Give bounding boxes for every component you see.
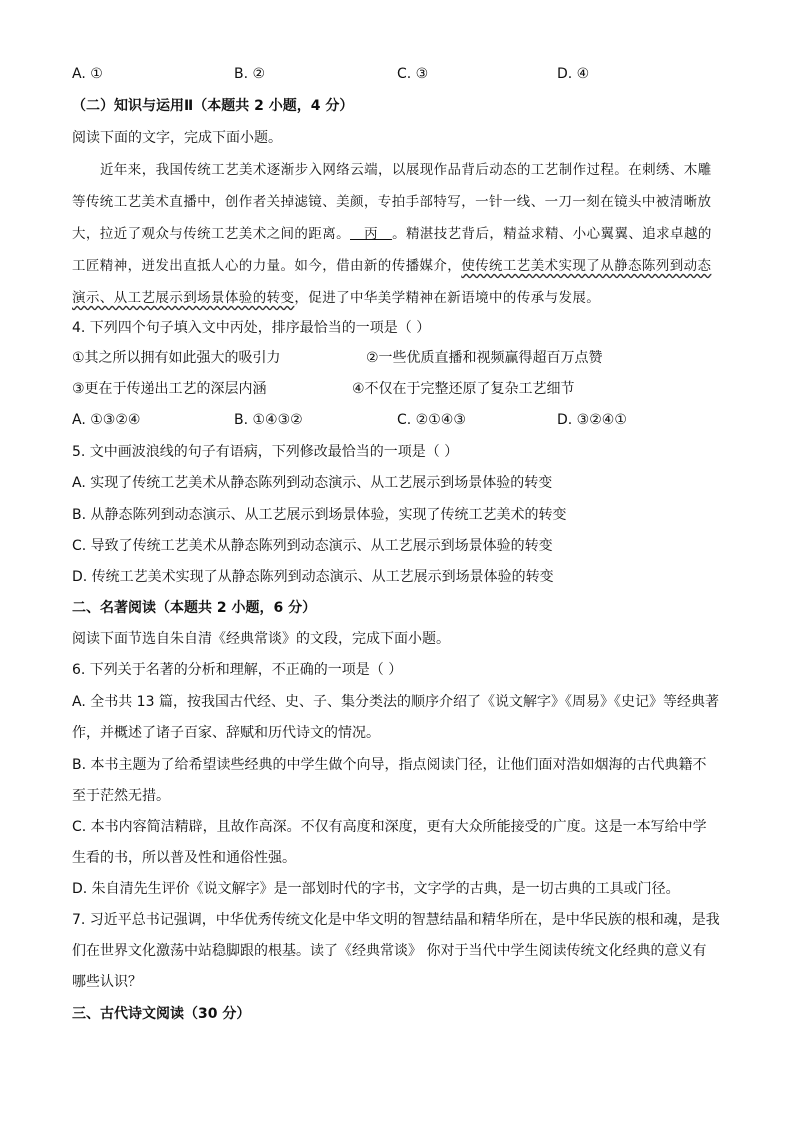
q3-option-c: C. ③ — [397, 66, 429, 82]
passage-line-3 — [72, 224, 712, 244]
passage-line-5 — [72, 288, 600, 308]
q6-option-d: D. 朱自清先生评价《说文解字》是一部划时代的字书，文字学的古典，是一切古典的工具或门径。 — [72, 881, 680, 897]
q3-option-b: B. ② — [234, 66, 266, 82]
q4-option-a: A. ①③②④ — [72, 412, 141, 428]
q4-stem: 4. 下列四个句子填入文中丙处，排序最恰当的一项是（ ） — [72, 320, 431, 336]
section-two-title: 二、名著阅读（本题共 2 小题，6 分） — [72, 600, 317, 616]
wavy-sentence-part-1: 使传统工艺美术实现了从静态陈列到动态 — [461, 258, 712, 274]
q4-sentence-4: ④不仅在于完整还原了复杂工艺细节 — [352, 381, 575, 397]
passage-line-3-a: 大，拉近了观众与传统工艺美术之间的距离。 — [72, 226, 350, 242]
section-2-subtitle: （二）知识与运用Ⅱ（本题共 2 小题，4 分） — [72, 98, 354, 114]
passage-line-4 — [72, 256, 711, 276]
q3-option-d: D. ④ — [557, 66, 590, 82]
read-instruction: 阅读下面的文字，完成下面小题。 — [72, 130, 282, 146]
q3-option-a: A. ① — [72, 66, 103, 82]
q6-stem: 6. 下列关于名著的分析和理解，不正确的一项是（ ） — [72, 662, 403, 678]
q6-option-c-line-1: C. 本书内容简洁精辟，且故作高深。不仅有高度和深度，更有大众所能接受的广度。这是一本写给中学 — [72, 819, 707, 835]
passage-line-5-b: ，促进了中华美学精神在新语境中的传承与发展。 — [294, 290, 601, 306]
q5-option-b: B. 从静态陈列到动态演示、从工艺展示到场景体验，实现了传统工艺美术的转变 — [72, 507, 567, 523]
q6-option-b-line-1: B. 本书主题为了给希望读些经典的中学生做个向导，指点阅读门径，让他们面对浩如烟海的古代典籍不 — [72, 757, 707, 773]
q7-line-2: 们在世界文化激荡中站稳脚跟的根基。读了《经典常谈》 你对于当代中学生阅读传统文化经典的意义有 — [72, 943, 707, 959]
q4-option-b: B. ①④③② — [234, 412, 303, 428]
q4-option-c: C. ②①④③ — [397, 412, 466, 428]
q4-option-d: D. ③②④① — [557, 412, 627, 428]
passage-line-3-b: 。精湛技艺背后，精益求精、小心翼翼、追求卓越的 — [392, 226, 712, 242]
q6-option-b-line-2: 至于茫然无措。 — [72, 788, 170, 804]
q6-option-a-line-2: 作，并概述了诸子百家、辞赋和历代诗文的情况。 — [72, 725, 380, 741]
passage-line-4-a: 工匠精神，迸发出直抵人心的力量。如今，借由新的传播媒介， — [72, 258, 462, 274]
section-two-instruction: 阅读下面节选自朱自清《经典常谈》的文段，完成下面小题。 — [72, 631, 450, 647]
q7-line-3: 哪些认识？ — [72, 974, 142, 990]
q5-stem: 5. 文中画波浪线的句子有语病，下列修改最恰当的一项是（ ） — [72, 444, 459, 460]
q6-option-c-line-2: 生看的书，所以普及性和通俗性强。 — [72, 850, 296, 866]
section-three-title: 三、古代诗文阅读（30 分） — [72, 1006, 251, 1022]
q4-sentence-1: ①其之所以拥有如此强大的吸引力 — [72, 350, 281, 366]
q5-option-d: D. 传统工艺美术实现了从静态陈列到动态演示、从工艺展示到场景体验的转变 — [72, 569, 554, 585]
passage-line-2: 等传统工艺美术直播中，创作者关掉滤镜、美颜，专拍手部特写，一针一线、一刀一刻在镜头中被清晰放 — [72, 194, 712, 210]
blank-bing: 丙 — [350, 226, 393, 242]
q5-option-c: C. 导致了传统工艺美术从静态陈列到动态演示、从工艺展示到场景体验的转变 — [72, 538, 553, 554]
q5-option-a: A. 实现了传统工艺美术从静态陈列到动态演示、从工艺展示到场景体验的转变 — [72, 475, 553, 491]
q7-line-1: 7. 习近平总书记强调，中华优秀传统文化是中华文明的智慧结晶和精华所在，是中华民族的根和魂，是我 — [72, 912, 720, 928]
wavy-sentence-part-2: 演示、从工艺展示到场景体验的转变 — [72, 290, 295, 306]
q4-sentence-3: ③更在于传递出工艺的深层内涵 — [72, 381, 267, 397]
q6-option-a-line-1: A. 全书共 13 篇，按我国古代经、史、子、集分类法的顺序介绍了《说文解字》《周易》《史记》等经典著 — [72, 694, 719, 710]
q4-sentence-2: ②一些优质直播和视频赢得超百万点赞 — [366, 350, 603, 366]
passage-line-1: 近年来，我国传统工艺美术逐渐步入网络云端，以展现作品背后动态的工艺制作过程。在刺绣、木雕 — [100, 162, 712, 178]
